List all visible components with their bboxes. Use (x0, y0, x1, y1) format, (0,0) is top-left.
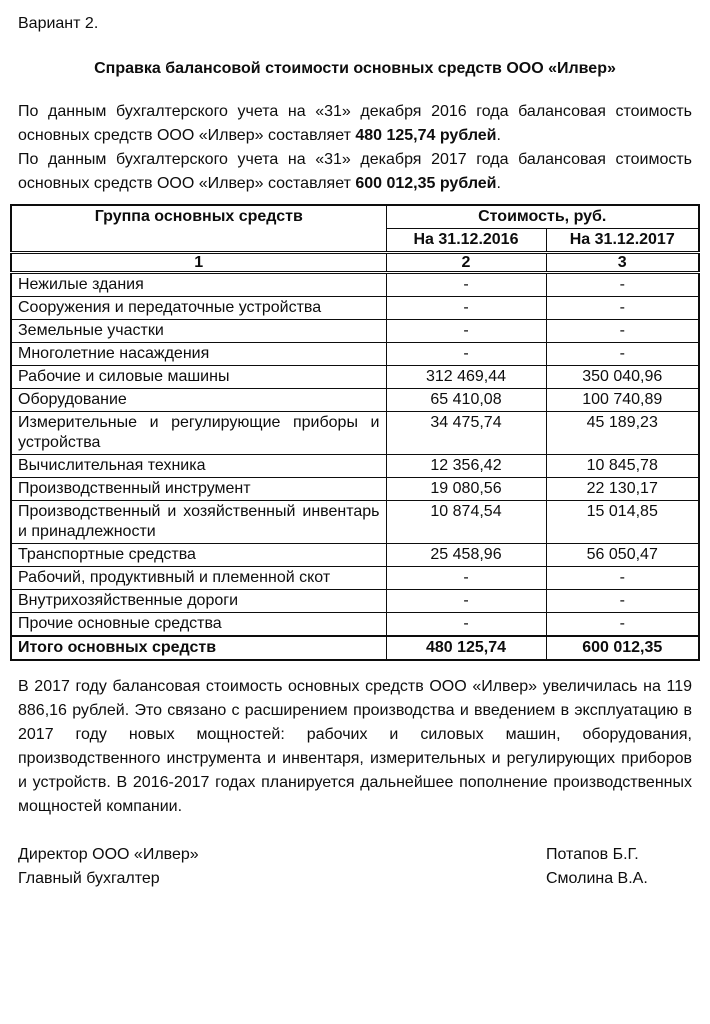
signature-row-accountant (18, 867, 692, 891)
asset-group-cell: Оборудование (11, 389, 386, 412)
value-2016-cell: 12 356,42 (386, 455, 546, 478)
value-2016-cell: 65 410,08 (386, 389, 546, 412)
asset-group-cell: Сооружения и передаточные устройства (11, 297, 386, 320)
document-title: Справка балансовой стоимости основных средств ООО «Илвер» (94, 60, 616, 77)
asset-group-cell: Вычислительная техника (11, 455, 386, 478)
table-row (11, 544, 699, 567)
closing-paragraph: В 2017 году балансовая стоимость основных средств ООО «Илвер» увеличилась на 119 886,16 рублей. Это связано с расширением производства и введением в эксплуатацию в 2017 году новых мощностей: рабочих и силовых машин, оборудования, производственного инструмента и инвентаря, измерительных и регулирующих приборов и устройств. В 2016-2017 годах планируется дальнейшее пополнение производственных мощностей компании. (18, 678, 692, 815)
value-2017-cell: 56 050,47 (546, 544, 699, 567)
intro-end-2017: . (496, 175, 501, 192)
table-row (11, 567, 699, 590)
value-2016-cell: 480 125,74 (386, 636, 546, 660)
signature-name-director: Потапов Б.Г. (546, 846, 639, 863)
value-2016-cell: 34 475,74 (386, 412, 546, 455)
asset-group-cell: Транспортные средства (11, 544, 386, 567)
value-2016-cell: 10 874,54 (386, 501, 546, 544)
table-row (11, 366, 699, 389)
asset-rows (11, 273, 699, 661)
asset-group-cell: Измерительные и регулирующие приборы и устройства (11, 412, 386, 455)
value-2017-cell: 15 014,85 (546, 501, 699, 544)
asset-group-cell: Прочие основные средства (11, 613, 386, 637)
value-2017-cell: - (546, 343, 699, 366)
value-2017-cell: 100 740,89 (546, 389, 699, 412)
assets-table (10, 204, 700, 661)
value-2017-cell: - (546, 320, 699, 343)
value-2016-cell: 25 458,96 (386, 544, 546, 567)
value-2017-cell: 600 012,35 (546, 636, 699, 660)
table-row (11, 613, 699, 637)
variant-label: Вариант 2. (18, 15, 99, 32)
asset-group-cell: Производственный инструмент (11, 478, 386, 501)
table-row (11, 297, 699, 320)
asset-group-cell: Итого основных средств (11, 636, 386, 660)
value-2016-cell: - (386, 590, 546, 613)
table-row (11, 273, 699, 297)
value-2017-cell: - (546, 613, 699, 637)
signatures-section (18, 843, 692, 891)
value-2017-cell: 10 845,78 (546, 455, 699, 478)
table-total-row (11, 636, 699, 660)
assets-table-header (11, 205, 699, 273)
intro-paragraph-2017 (18, 148, 692, 196)
asset-group-cell: Внутрихозяйственные дороги (11, 590, 386, 613)
column-number-1: 1 (11, 253, 386, 273)
value-2016-cell: - (386, 613, 546, 637)
header-date-2017: На 31.12.2017 (546, 229, 699, 253)
value-2017-cell: - (546, 297, 699, 320)
asset-group-cell: Производственный и хозяйственный инвентарь и принадлежности (11, 501, 386, 544)
value-2017-cell: - (546, 273, 699, 297)
intro-end-2016: . (496, 127, 501, 144)
signature-role-accountant: Главный бухгалтер (18, 870, 160, 887)
header-row-1 (11, 205, 699, 229)
intro-section (18, 100, 692, 196)
value-2017-cell: 22 130,17 (546, 478, 699, 501)
value-2017-cell: 350 040,96 (546, 366, 699, 389)
header-cost-column: Стоимость, руб. (386, 205, 699, 229)
asset-group-cell: Рабочие и силовые машины (11, 366, 386, 389)
table-row (11, 501, 699, 544)
asset-group-cell: Нежилые здания (11, 273, 386, 297)
header-group-column: Группа основных средств (11, 205, 386, 253)
signature-role-director: Директор ООО «Илвер» (18, 846, 199, 863)
table-row (11, 389, 699, 412)
intro-amount-2016: 480 125,74 рублей (355, 127, 497, 144)
asset-group-cell: Земельные участки (11, 320, 386, 343)
value-2017-cell: - (546, 567, 699, 590)
value-2016-cell: - (386, 343, 546, 366)
value-2017-cell: - (546, 590, 699, 613)
intro-amount-2017: 600 012,35 рублей (355, 175, 497, 192)
value-2017-cell: 45 189,23 (546, 412, 699, 455)
table-row (11, 455, 699, 478)
header-date-2016: На 31.12.2016 (386, 229, 546, 253)
table-row (11, 412, 699, 455)
value-2016-cell: - (386, 273, 546, 297)
value-2016-cell: 312 469,44 (386, 366, 546, 389)
column-number-3: 3 (546, 253, 699, 273)
table-row (11, 343, 699, 366)
asset-group-cell: Многолетние насаждения (11, 343, 386, 366)
value-2016-cell: - (386, 297, 546, 320)
column-number-row (11, 253, 699, 273)
column-number-2: 2 (386, 253, 546, 273)
table-row (11, 590, 699, 613)
intro-paragraph-2016 (18, 100, 692, 148)
signature-name-accountant: Смолина В.А. (546, 870, 648, 887)
intro-text-2016: По данным бухгалтерского учета на «31» декабря 2016 года балансовая стоимость основных средств ООО «Илвер» составляет (18, 103, 692, 144)
signature-row-director (18, 843, 692, 867)
table-row (11, 478, 699, 501)
table-row (11, 320, 699, 343)
value-2016-cell: - (386, 320, 546, 343)
value-2016-cell: 19 080,56 (386, 478, 546, 501)
value-2016-cell: - (386, 567, 546, 590)
intro-text-2017: По данным бухгалтерского учета на «31» декабря 2017 года балансовая стоимость основных средств ООО «Илвер» составляет (18, 151, 692, 192)
asset-group-cell: Рабочий, продуктивный и племенной скот (11, 567, 386, 590)
